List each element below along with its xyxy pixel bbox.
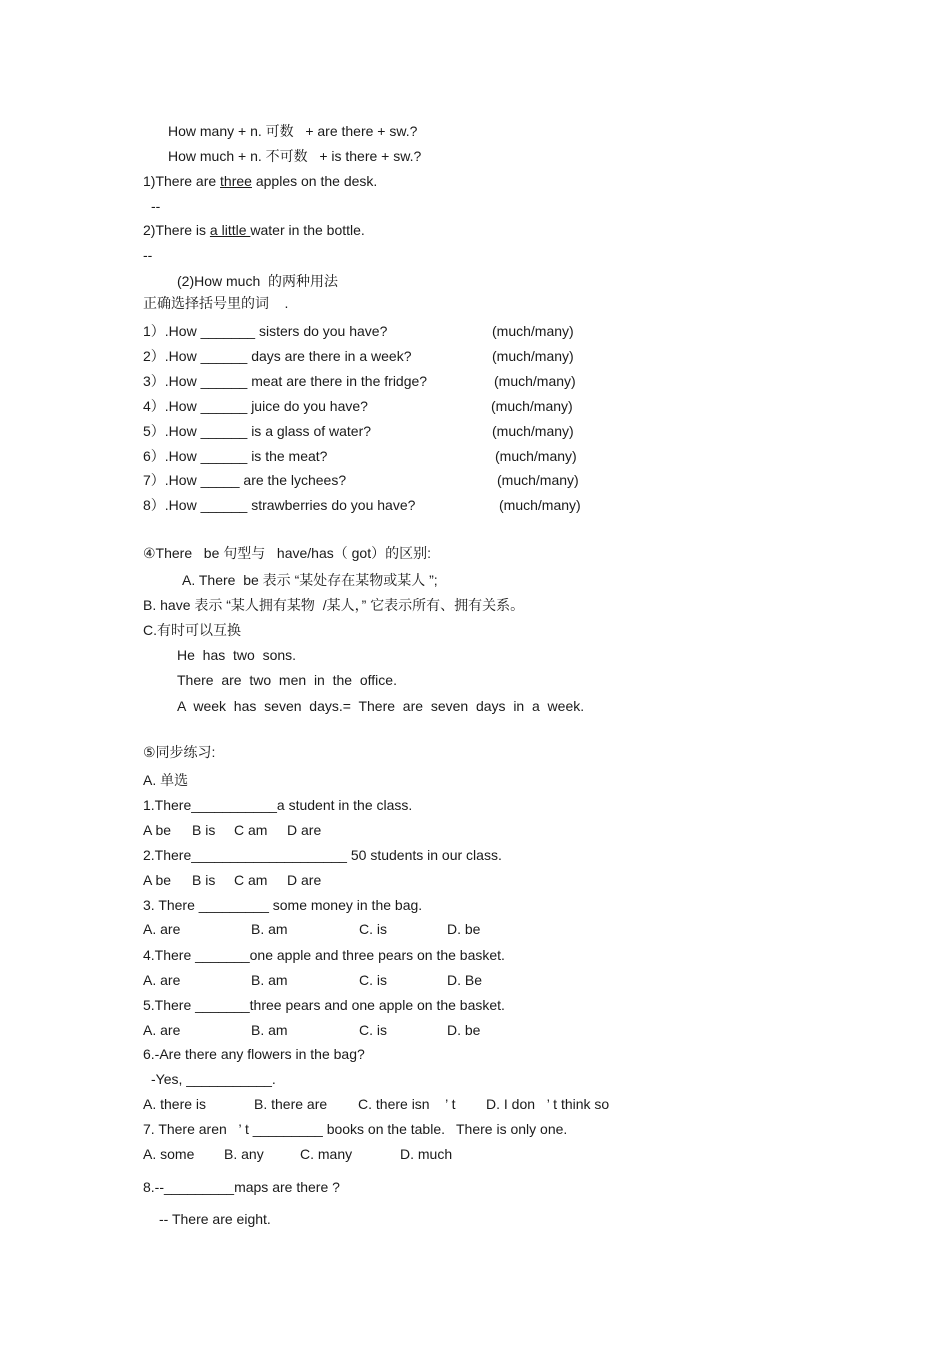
item-options: (much/many) (495, 448, 577, 464)
item-num: 7） (143, 472, 165, 488)
example-1 (143, 172, 377, 190)
item-options: (much/many) (494, 373, 576, 389)
question-3: 3. There _________ some money in the bag. (143, 897, 423, 913)
section-title-how-much: (2)How much 的两种用法 (177, 273, 339, 289)
option: A be (143, 872, 172, 888)
option: D. I don ’ t think so (486, 1096, 610, 1112)
item-options: (much/many) (492, 423, 574, 439)
option: D. much (400, 1146, 453, 1162)
example-pre: There are (155, 173, 221, 189)
example-underlined: three (220, 173, 252, 189)
example-pre: There is (155, 222, 210, 238)
example-sentence: He has two sons. (177, 647, 297, 663)
item-text: .How ______ juice do you have? (164, 398, 368, 414)
option: D are (287, 872, 322, 888)
item-text: .How ______ meat are there in the fridge? (164, 373, 428, 389)
item-num: 4） (143, 398, 165, 414)
option: D. be (447, 1022, 481, 1038)
example-underlined: a little (209, 222, 251, 238)
item-num: 2） (143, 348, 165, 364)
section-title-practice: ⑤同步练习: (143, 744, 216, 760)
instruction: 正确选择括号里的词 . (143, 295, 289, 311)
item-num: 3） (143, 373, 165, 389)
example-2 (143, 221, 365, 239)
option: A be (143, 822, 172, 838)
item-options: (much/many) (492, 323, 574, 339)
option: B is (192, 822, 216, 838)
blank-item-1 (143, 322, 387, 340)
example-post: water in the bottle. (250, 222, 365, 238)
blank-item-5 (143, 422, 371, 440)
blank-item-4 (143, 397, 368, 415)
option: B. any (224, 1146, 264, 1162)
rule-a: A. There be 表示 “某处存在某物或某人 ”; (182, 572, 438, 588)
question-6: 6.-Are there any flowers in the bag? (143, 1046, 365, 1062)
option: B. am (251, 972, 288, 988)
rule-b: B. have 表示 “某人拥有某物 /某人，” 它表示所有、拥有关系。 (143, 597, 525, 613)
section-title-there-be: ④There be 句型与 have/has（ got）的区别: (143, 545, 431, 561)
option: B. am (251, 1022, 288, 1038)
question-4: 4.There _______one apple and three pears on the basket. (143, 947, 505, 963)
option: D are (287, 822, 322, 838)
option: C am (234, 872, 268, 888)
item-text: .How ______ strawberries do you have? (164, 497, 416, 513)
practice-subtitle: A. 单选 (143, 772, 189, 788)
question-5: 5.There _______three pears and one apple on the basket. (143, 997, 505, 1013)
item-options: (much/many) (491, 398, 573, 414)
example-post: apples on the desk. (251, 173, 378, 189)
item-options: (much/many) (492, 348, 574, 364)
option: B is (192, 872, 216, 888)
item-num: 1） (143, 323, 165, 339)
option: A. there is (143, 1096, 207, 1112)
formula-how-much: How much + n. 不可数 + is there + sw.? (168, 148, 422, 164)
item-text: .How ______ is the meat? (164, 448, 328, 464)
item-options: (much/many) (499, 497, 581, 513)
option: A. are (143, 1022, 181, 1038)
question-8-reply: -- There are eight. (159, 1211, 271, 1227)
blank-item-2 (143, 347, 412, 365)
option: C am (234, 822, 268, 838)
question-7-tail: There is only one. (456, 1121, 568, 1137)
item-text: .How ______ days are there in a week? (164, 348, 412, 364)
blank-item-6 (143, 447, 327, 465)
option: C. is (359, 972, 387, 988)
example-num: 1) (143, 173, 156, 189)
example-num: 2) (143, 222, 156, 238)
question-6-reply: -Yes, ___________. (151, 1071, 276, 1087)
item-num: 5） (143, 423, 165, 439)
example-2-answer: -- (143, 247, 153, 263)
option: B. there are (254, 1096, 328, 1112)
option: C. is (359, 1022, 387, 1038)
item-num: 6） (143, 448, 165, 464)
option: A. are (143, 921, 181, 937)
example-1-answer: -- (151, 198, 161, 214)
option: D. be (447, 921, 481, 937)
item-num: 8） (143, 497, 165, 513)
option: C. there isn ’ t (358, 1096, 456, 1112)
blank-item-3 (143, 372, 427, 390)
question-1: 1.There___________a student in the class. (143, 797, 413, 813)
option: A. some (143, 1146, 195, 1162)
item-text: .How _____ are the lychees? (164, 472, 347, 488)
rule-c: C.有时可以互换 (143, 622, 241, 638)
item-options: (much/many) (497, 472, 579, 488)
question-8: 8.--_________maps are there ? (143, 1179, 340, 1195)
option: A. are (143, 972, 181, 988)
item-text: .How ______ is a glass of water? (164, 423, 372, 439)
option: D. Be (447, 972, 483, 988)
question-2: 2.There____________________ 50 students in our class. (143, 847, 502, 863)
option: C. is (359, 921, 387, 937)
formula-how-many: How many + n. 可数 + are there + sw.? (168, 123, 418, 139)
example-sentence: A week has seven days.= There are seven days in a week. (177, 698, 585, 714)
example-sentence: There are two men in the office. (177, 672, 397, 688)
option: C. many (300, 1146, 353, 1162)
blank-item-8 (143, 496, 415, 514)
item-text: .How _______ sisters do you have? (164, 323, 388, 339)
option: B. am (251, 921, 288, 937)
question-7: 7. There aren ’ t _________ books on the table. (143, 1121, 445, 1137)
blank-item-7 (143, 471, 346, 489)
